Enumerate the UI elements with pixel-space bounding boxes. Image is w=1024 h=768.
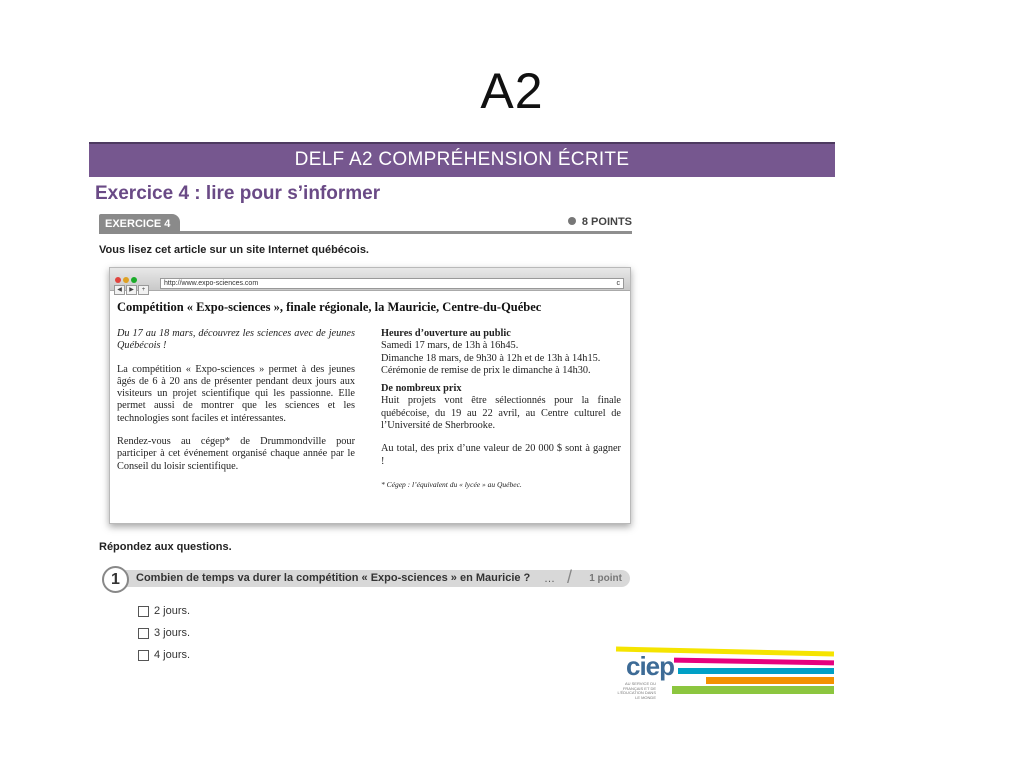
logo-stripe-blue	[678, 668, 834, 674]
option-label: 3 jours.	[154, 627, 191, 639]
question-1-bar	[102, 566, 630, 591]
delf-banner: DELF A2 COMPRÉHENSION ÉCRITE	[89, 142, 835, 177]
exercise-intro: Vous lisez cet article sur un site Internet québécois.	[99, 244, 369, 256]
option-label: 4 jours.	[154, 649, 191, 661]
question-number: 1	[102, 566, 129, 593]
option-4-jours[interactable]	[138, 644, 190, 666]
option-label: 2 jours.	[154, 605, 191, 617]
checkbox[interactable]	[138, 606, 149, 617]
question-1-text: Combien de temps va durer la compétition « Expo-sciences » en Mauricie ?	[136, 572, 531, 584]
back-arrow-icon: ◀	[114, 285, 125, 295]
browser-nav-buttons	[114, 278, 150, 296]
logo-stripe-green	[672, 686, 834, 694]
logo-subtitle: AU SERVICE DU FRANÇAIS ET DE L'ÉDUCATION DANS LE MONDE	[617, 681, 656, 700]
answer-options	[138, 600, 190, 666]
forward-arrow-icon: ▶	[126, 285, 137, 295]
exercise-header-bar	[99, 214, 632, 234]
hours-line-1: Samedi 17 mars, de 13h à 16h45.	[381, 340, 519, 352]
logo-stripe-magenta	[674, 658, 834, 666]
exercise-points	[568, 216, 632, 228]
checkbox[interactable]	[138, 650, 149, 661]
question-1-dots: …	[544, 573, 555, 585]
exercise-points-label: 8 POINTS	[581, 216, 632, 228]
browser-window-image	[109, 267, 631, 524]
option-3-jours[interactable]	[138, 622, 190, 644]
article-left-column	[117, 328, 355, 484]
option-2-jours[interactable]	[138, 600, 190, 622]
slide-title: A2	[480, 63, 544, 119]
logo-stripe-orange	[706, 677, 834, 684]
hours-line-3: Cérémonie de remise de prix le dimanche à 14h30.	[381, 364, 591, 376]
browser-toolbar	[110, 268, 630, 291]
article-lead: Du 17 au 18 mars, découvrez les sciences avec de jeunes Québécois !	[117, 328, 355, 352]
url-text: http://www.expo-sciences.com	[164, 280, 259, 287]
add-bookmark-icon: +	[138, 285, 149, 295]
article-title: Compétition « Expo-sciences », finale régionale, la Mauricie, Centre-du-Québec	[117, 300, 542, 314]
question-1-points: 1 point	[589, 573, 622, 584]
total-prize-text: Au total, des prix d’une valeur de 20 000 $ sont à gagner !	[381, 443, 621, 467]
logo-wordmark: ciep	[626, 651, 675, 681]
checkbox[interactable]	[138, 628, 149, 639]
exercise-title: Exercice 4 : lire pour s’informer	[95, 183, 381, 204]
hours-line-2: Dimanche 18 mars, de 9h30 à 12h et de 13h à 14h15.	[381, 352, 601, 364]
article-right-column	[381, 328, 621, 502]
exercise-tab: EXERCICE 4	[99, 214, 180, 234]
ciep-logo	[614, 647, 836, 699]
hours-heading: Heures d’ouverture au public	[381, 328, 511, 339]
reload-icon: c	[616, 280, 620, 287]
bullet-icon	[568, 217, 576, 225]
questions-intro: Répondez aux questions.	[99, 541, 232, 553]
prizes-heading: De nombreux prix	[381, 383, 462, 395]
footnote: * Cégep : l’équivalent du « lycée » au Québec.	[381, 479, 522, 489]
article-paragraph-2: Rendez-vous au cégep* de Drummondville pour participer à cet événement organisé chaque année par le Conseil du loisir scientifique.	[117, 436, 355, 472]
url-bar	[160, 278, 624, 289]
prizes-text: Huit projets vont être sélectionnés pour la finale québécoise, du 19 au 22 avril, au Centre culturel de l’Université de Sherbrooke.	[381, 395, 621, 432]
article-paragraph-1: La compétition « Expo-sciences » permet à des jeunes âgés de 6 à 20 ans de présenter pendant deux jours aux visiteurs un projet scientifique qui les passionne. Elle permet aussi de montrer que les sciences et les technologies sont faciles et intéressantes.	[117, 363, 355, 424]
slash-divider-icon: /	[566, 567, 572, 587]
